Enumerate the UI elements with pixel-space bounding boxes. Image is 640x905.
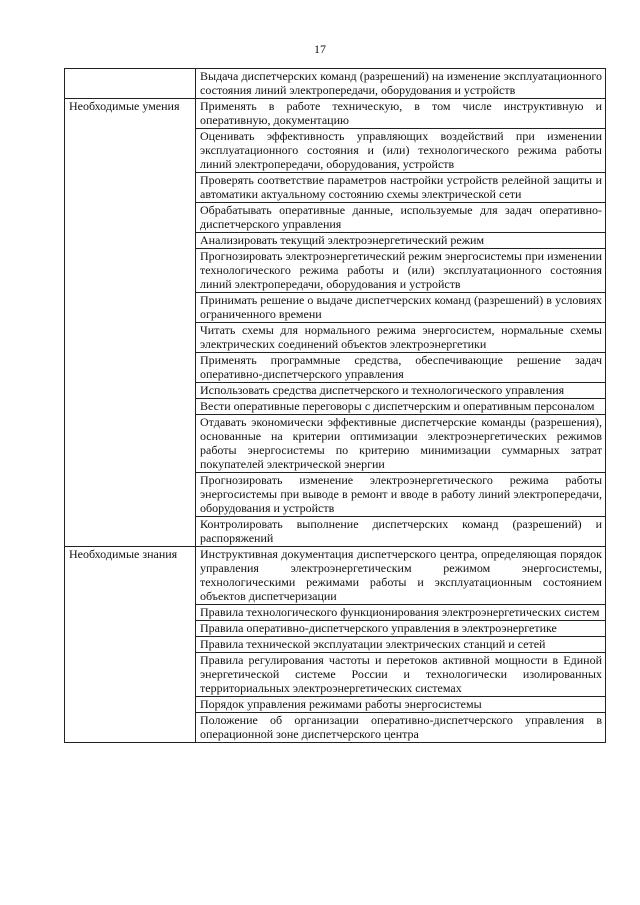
page-number: 17 — [314, 42, 326, 56]
skill-item: Прогнозировать электроэнергетический режим энергосистемы при изменении технологического режима работы и (или) эксплуатационного состояния линий электропередачи, оборудования и устройств — [196, 249, 606, 293]
carryover-item: Выдача диспетчерских команд (разрешений) на изменение эксплуатационного состояния линий электропередачи, оборудования и устройств — [196, 69, 606, 99]
knowledge-item: Правила оперативно-диспетчерского управления в электроэнергетике — [196, 621, 606, 637]
skill-item: Читать схемы для нормального режима энергосистем, нормальные схемы электрических соединений объектов электроэнергетики — [196, 323, 606, 353]
skill-item: Вести оперативные переговоры с диспетчерским и оперативным персоналом — [196, 399, 606, 415]
skills-label: Необходимые умения — [65, 99, 196, 547]
skill-item: Использовать средства диспетчерского и технологического управления — [196, 383, 606, 399]
skill-item: Применять программные средства, обеспечивающие решение задач оперативно-диспетчерского управления — [196, 353, 606, 383]
skill-item: Прогнозировать изменение электроэнергетического режима работы энергосистемы при выводе в ремонт и вводе в работу линий электропередачи, оборудования и устройств — [196, 473, 606, 517]
skill-item: Оценивать эффективность управляющих воздействий при изменении эксплуатационного состояния и (или) технологического режима работы линий электропередачи, оборудования, устройств — [196, 129, 606, 173]
knowledge-item: Положение об организации оперативно-диспетчерского управления в операционной зоне диспетчерского центра — [196, 713, 606, 743]
skill-item: Отдавать экономически эффективные диспетчерские команды (разрешения), основанные на критерии оптимизации электроэнергетических режимов работы энергосистемы по критерию минимизации суммарных затрат покупателей электрической энергии — [196, 415, 606, 473]
table-row — [65, 547, 606, 605]
skill-item: Применять в работе техническую, в том числе инструктивную и оперативную, документацию — [196, 99, 606, 129]
empty-label-cell — [65, 69, 196, 99]
knowledge-item: Правила регулирования частоты и перетоков активной мощности в Единой энергетической системе России и технологически изолированных территориальных электроэнергетических системах — [196, 653, 606, 697]
skill-item: Принимать решение о выдаче диспетчерских команд (разрешений) в условиях ограниченного времени — [196, 293, 606, 323]
knowledge-item: Порядок управления режимами работы энергосистемы — [196, 697, 606, 713]
skill-item: Контролировать выполнение диспетчерских команд (разрешений) и распоряжений — [196, 517, 606, 547]
table-row — [65, 69, 606, 99]
knowledge-item: Правила технической эксплуатации электрических станций и сетей — [196, 637, 606, 653]
skill-item: Обрабатывать оперативные данные, используемые для задач оперативно-диспетчерского управления — [196, 203, 606, 233]
skill-item: Проверять соответствие параметров настройки устройств релейной защиты и автоматики актуальному состоянию схемы электрической сети — [196, 173, 606, 203]
knowledge-item: Инструктивная документация диспетчерского центра, определяющая порядок управления электроэнергетическим режимом энергосистемы, технологическими режимами работы и эксплуатационным состоянием объектов диспетчеризации — [196, 547, 606, 605]
skill-item: Анализировать текущий электроэнергетический режим — [196, 233, 606, 249]
knowledge-label: Необходимые знания — [65, 547, 196, 743]
table-row — [65, 99, 606, 129]
knowledge-item: Правила технологического функционирования электроэнергетических систем — [196, 605, 606, 621]
competency-table — [64, 68, 606, 743]
